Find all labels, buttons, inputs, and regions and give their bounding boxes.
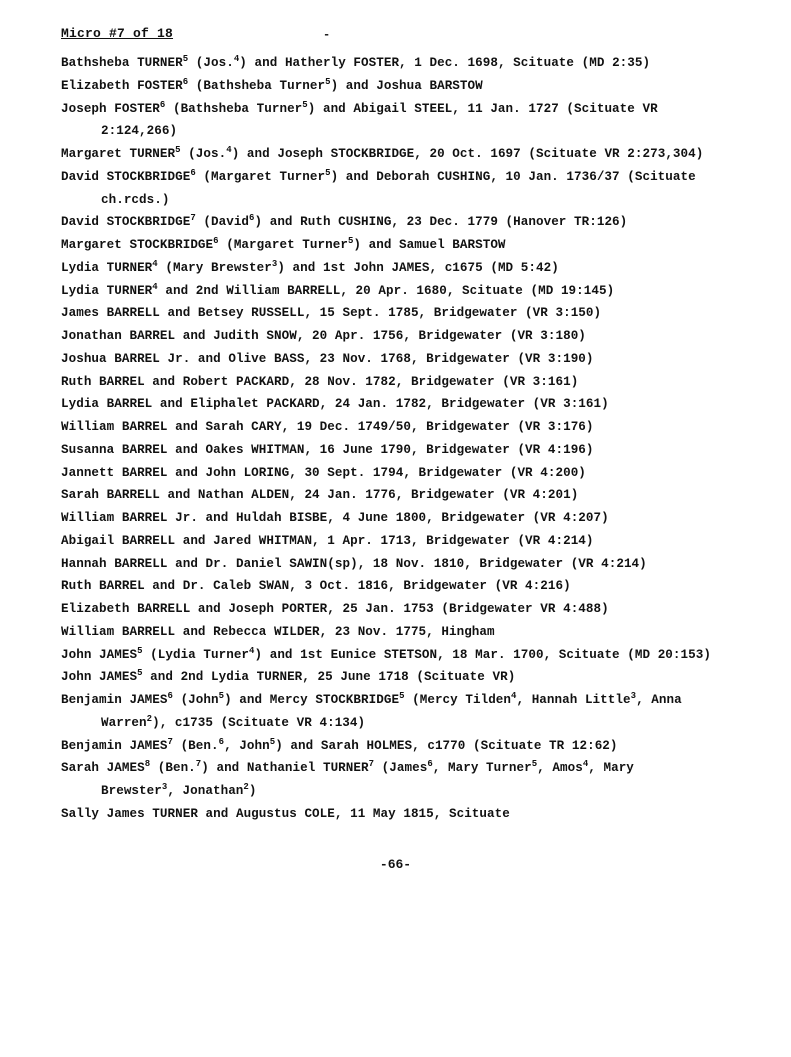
record-text: Sally James TURNER and Augustus COLE, 11 May 1815, Scituate	[61, 806, 510, 821]
generation-superscript: 5	[347, 236, 354, 246]
generation-superscript: 5	[137, 645, 143, 656]
generation-superscript: 5	[325, 167, 331, 178]
record-text: ) and 1st Eunice STETSON, 18 Mar. 1700, Scituate (MD 20:153)	[254, 647, 711, 662]
record-text: (James	[374, 761, 428, 776]
generation-superscript: 4	[226, 145, 232, 155]
record-line	[61, 644, 771, 667]
marriage-records-list	[61, 52, 771, 826]
record-text: ) and Nathaniel TURNER	[201, 761, 369, 776]
record-line	[61, 462, 771, 485]
record-text: Lydia BARREL and Eliphalet PACKARD, 24 Jan. 1782, Bridgewater (VR 3:161)	[61, 397, 609, 412]
record-line-continuation	[61, 780, 771, 803]
record-text: ), c1735 (Scituate VR 4:134)	[152, 715, 366, 730]
record-text: Benjamin JAMES	[61, 738, 168, 753]
record-text: (Mercy Tilden	[404, 693, 512, 707]
generation-superscript: 7	[195, 759, 202, 770]
record-text: , Jonathan	[167, 784, 244, 798]
record-text: Jannett BARREL and John LORING, 30 Sept. 1794, Bridgewater (VR 4:200)	[61, 465, 586, 480]
record-text: ) and Sarah HOLMES, c1770 (Scituate TR 12:62)	[275, 738, 618, 753]
record-line	[61, 234, 771, 257]
record-line	[61, 302, 771, 325]
page-number: -66-	[379, 857, 412, 872]
record-line	[61, 803, 771, 826]
generation-superscript: 5	[302, 99, 308, 110]
generation-superscript: 4	[233, 54, 240, 64]
record-text: Jonathan BARREL and Judith SNOW, 20 Apr. 1756, Bridgewater (VR 3:180)	[61, 329, 586, 343]
record-text: (Margaret Turner	[195, 169, 326, 184]
record-line	[61, 166, 771, 189]
record-text: Lydia TURNER	[61, 260, 153, 275]
generation-superscript: 7	[190, 213, 196, 224]
record-line	[61, 348, 771, 371]
record-text: ) and Hatherly FOSTER, 1 Dec. 1698, Scituate (MD 2:35)	[239, 56, 651, 70]
generation-superscript: 5	[137, 668, 143, 679]
record-text: (David	[195, 215, 250, 230]
record-text: (Jos.	[180, 147, 227, 161]
record-text: , Hannah Little	[516, 693, 631, 707]
record-text: and 2nd William BARRELL, 20 Apr. 1680, Scituate (MD 19:145)	[157, 283, 615, 298]
record-line	[61, 621, 771, 644]
record-line	[61, 280, 771, 303]
record-text: (Ben.	[172, 738, 219, 753]
generation-superscript: 6	[249, 213, 255, 224]
record-line	[61, 371, 771, 394]
generation-superscript: 6	[213, 236, 219, 246]
record-text: ) and Abigail STEEL, 11 Jan. 1727 (Scituate VR	[307, 101, 658, 116]
record-text: Brewster	[101, 784, 162, 798]
record-text: ) and Deborah CUSHING, 10 Jan. 1736/37 (Scituate	[330, 169, 696, 184]
generation-superscript: 4	[152, 281, 158, 292]
generation-superscript: 2	[243, 782, 249, 792]
record-line	[61, 52, 771, 75]
generation-superscript: 6	[190, 167, 196, 178]
record-text: , Mary	[588, 761, 634, 776]
generation-superscript: 4	[511, 691, 517, 701]
generation-superscript: 3	[271, 258, 278, 269]
record-line	[61, 507, 771, 530]
generation-superscript: 6	[167, 691, 173, 701]
header-dash: -	[323, 28, 331, 42]
generation-superscript: 8	[144, 759, 151, 770]
generation-superscript: 5	[531, 759, 538, 770]
record-text: David STOCKBRIDGE	[61, 169, 191, 184]
record-text: and 2nd Lydia TURNER, 25 June 1718 (Scituate VR)	[142, 670, 516, 685]
record-line-continuation	[61, 120, 771, 143]
record-line	[61, 666, 771, 689]
record-text: Joseph FOSTER	[61, 101, 160, 116]
generation-superscript: 4	[582, 759, 589, 770]
record-text: ) and 1st John JAMES, c1675 (MD 5:42)	[277, 260, 559, 275]
record-text: )	[248, 784, 257, 798]
record-text: ch.rcds.)	[101, 192, 170, 207]
record-line-continuation	[61, 712, 771, 735]
record-text: , Amos	[537, 761, 583, 776]
record-text: Margaret STOCKBRIDGE	[61, 238, 214, 252]
record-text: Abigail BARRELL and Jared WHITMAN, 1 Apr. 1713, Bridgewater (VR 4:214)	[61, 533, 594, 548]
record-text: William BARREL and Sarah CARY, 19 Dec. 1749/50, Bridgewater (VR 3:176)	[61, 420, 594, 434]
record-text: 2:124,266)	[101, 124, 178, 139]
generation-superscript: 2	[146, 713, 153, 724]
record-text: John JAMES	[61, 670, 138, 685]
record-text: William BARREL Jr. and Huldah BISBE, 4 June 1800, Bridgewater (VR 4:207)	[61, 511, 609, 525]
record-line	[61, 484, 771, 507]
record-text: , John	[224, 738, 270, 753]
record-text: ) and Mercy STOCKBRIDGE	[224, 693, 400, 707]
record-line	[61, 530, 771, 553]
record-text: (Bathsheba Turner	[188, 78, 326, 93]
record-line	[61, 257, 771, 280]
generation-superscript: 5	[182, 54, 189, 64]
record-text: Ruth BARREL and Robert PACKARD, 28 Nov. 1782, Bridgewater (VR 3:161)	[61, 374, 579, 389]
generation-superscript: 6	[182, 76, 189, 87]
generation-superscript: 6	[218, 736, 225, 747]
record-text: John JAMES	[61, 647, 138, 662]
record-text: (Jos.	[188, 56, 234, 70]
record-text: Elizabeth BARRELL and Joseph PORTER, 25 Jan. 1753 (Bridgewater VR 4:488)	[61, 602, 609, 616]
record-line-continuation	[61, 189, 771, 212]
record-text: Sarah JAMES	[61, 761, 145, 776]
record-line	[61, 393, 771, 416]
generation-superscript: 3	[630, 691, 637, 701]
record-text: Hannah BARRELL and Dr. Daniel SAWIN(sp), 18 Nov. 1810, Bridgewater (VR 4:214)	[61, 556, 647, 571]
record-line	[61, 735, 771, 758]
record-text: David STOCKBRIDGE	[61, 215, 191, 230]
record-line	[61, 598, 771, 621]
record-text: ) and Joshua BARSTOW	[330, 78, 483, 93]
micro-label: Micro #7 of 18	[61, 26, 174, 41]
generation-superscript: 4	[152, 258, 158, 269]
record-text: (Ben.	[150, 761, 196, 776]
generation-superscript: 5	[269, 736, 276, 747]
record-text: (Bathsheba Turner	[165, 101, 303, 116]
record-text: James BARRELL and Betsey RUSSELL, 15 Sept. 1785, Bridgewater (VR 3:150)	[61, 306, 602, 321]
record-text: (Mary Brewster	[157, 260, 272, 275]
record-text: Bathsheba TURNER	[61, 56, 183, 70]
generation-superscript: 5	[175, 145, 181, 155]
generation-superscript: 5	[218, 691, 225, 701]
record-line	[61, 211, 771, 234]
record-text: Elizabeth FOSTER	[61, 78, 183, 93]
record-text: , Anna	[636, 693, 682, 707]
record-text: ) and Joseph STOCKBRIDGE, 20 Oct. 1697 (Scituate VR 2:273,304)	[231, 147, 704, 161]
record-text: (Lydia Turner	[142, 647, 250, 662]
record-line	[61, 75, 771, 98]
record-line	[61, 439, 771, 462]
record-text: Ruth BARREL and Dr. Caleb SWAN, 3 Oct. 1816, Bridgewater (VR 4:216)	[61, 579, 571, 594]
record-line	[61, 689, 771, 712]
generation-superscript: 6	[159, 99, 166, 110]
record-line	[61, 416, 771, 439]
generation-superscript: 7	[368, 759, 375, 770]
record-line	[61, 553, 771, 576]
record-text: (John	[172, 693, 219, 707]
record-text: Margaret TURNER	[61, 147, 176, 161]
generation-superscript: 7	[167, 736, 173, 747]
record-text: , Mary Turner	[432, 761, 532, 776]
generation-superscript: 5	[325, 76, 331, 87]
record-text: Warren	[101, 715, 147, 730]
generation-superscript: 6	[427, 759, 433, 770]
record-text: (Margaret Turner	[218, 238, 348, 252]
record-text: Sarah BARRELL and Nathan ALDEN, 24 Jan. 1776, Bridgewater (VR 4:201)	[61, 488, 579, 503]
generation-superscript: 4	[249, 645, 255, 656]
record-text: ) and Ruth CUSHING, 23 Dec. 1779 (Hanover TR:126)	[254, 215, 628, 230]
record-text: William BARRELL and Rebecca WILDER, 23 Nov. 1775, Hingham	[61, 624, 495, 639]
generation-superscript: 5	[399, 691, 405, 701]
record-line	[61, 325, 771, 348]
record-text: Joshua BARREL Jr. and Olive BASS, 23 Nov. 1768, Bridgewater (VR 3:190)	[61, 351, 594, 366]
record-text: Susanna BARREL and Oakes WHITMAN, 16 June 1790, Bridgewater (VR 4:196)	[61, 442, 594, 457]
record-text: Benjamin JAMES	[61, 693, 168, 707]
record-line	[61, 575, 771, 598]
generation-superscript: 3	[161, 782, 168, 792]
record-line	[61, 98, 771, 121]
record-line	[61, 143, 771, 166]
record-text: ) and Samuel BARSTOW	[353, 238, 506, 252]
record-line	[61, 757, 771, 780]
record-text: Lydia TURNER	[61, 283, 153, 298]
